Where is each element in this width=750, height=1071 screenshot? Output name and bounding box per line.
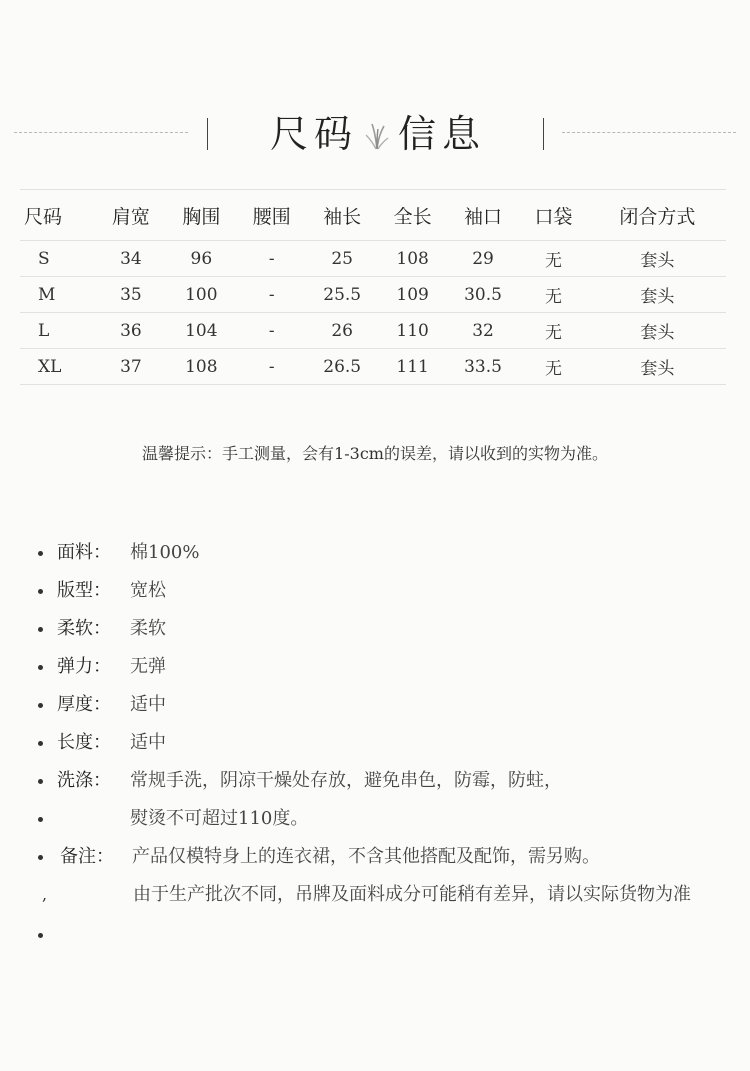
header-length: 全长 (377, 190, 447, 241)
table-row (20, 241, 726, 277)
table-cell: L (20, 313, 96, 349)
table-cell: 100 (166, 277, 236, 313)
property-label: 柔软： (57, 618, 111, 639)
table-cell: 26.5 (307, 349, 377, 385)
list-item (0, 728, 750, 758)
table-row (20, 313, 726, 349)
right-divider (543, 118, 544, 150)
table-cell: - (237, 277, 307, 313)
list-item (0, 538, 750, 568)
table-cell: 26 (307, 313, 377, 349)
table-cell: 96 (166, 241, 236, 277)
property-value: 宽松 (130, 580, 166, 601)
property-label: 洗涤： (57, 770, 111, 791)
property-value: 产品仅模特身上的连衣裙，不含其他搭配及配饰，需另购。 (132, 846, 600, 867)
list-item (0, 652, 750, 682)
measurement-tip: 温馨提示：手工测量，会有1-3cm的误差，请以收到的实物为准。 (142, 444, 608, 463)
table-cell: 套头 (589, 313, 726, 349)
table-cell: 套头 (589, 277, 726, 313)
table-cell: 30.5 (448, 277, 518, 313)
property-value: 由于生产批次不同，吊牌及面料成分可能稍有差异，请以实际货物为准 (133, 884, 691, 905)
bullet-icon (38, 589, 43, 594)
size-table-header (20, 190, 726, 241)
table-cell: 108 (377, 241, 447, 277)
table-cell: - (237, 313, 307, 349)
table-row (20, 349, 726, 385)
property-value: 常规手洗，阴凉干燥处存放，避免串色，防霉，防蛀， (130, 770, 562, 791)
list-item (0, 614, 750, 644)
table-cell: - (237, 241, 307, 277)
list-item (0, 766, 750, 796)
table-cell: 无 (518, 313, 588, 349)
property-label: 弹力： (57, 656, 111, 677)
header-cuff: 袖口 (448, 190, 518, 241)
property-value: 适中 (130, 732, 166, 753)
bullet-icon (38, 855, 43, 860)
bullet-icon (38, 665, 43, 670)
table-cell: - (237, 349, 307, 385)
right-dashed-line (562, 132, 736, 133)
property-label: 厚度： (57, 694, 111, 715)
table-cell: 110 (377, 313, 447, 349)
property-value: 无弹 (130, 656, 166, 677)
table-cell: 套头 (589, 241, 726, 277)
table-cell: 套头 (589, 349, 726, 385)
bullet-icon (38, 703, 43, 708)
property-value: 熨烫不可超过110度。 (130, 808, 309, 829)
table-cell: 104 (166, 313, 236, 349)
table-cell: 33.5 (448, 349, 518, 385)
list-item (0, 690, 750, 720)
property-label: 面料： (57, 542, 111, 563)
header-size: 尺码 (20, 190, 96, 241)
grass-icon (364, 120, 390, 150)
table-cell: 无 (518, 277, 588, 313)
bullet-icon (38, 551, 43, 556)
header-waist: 腰围 (237, 190, 307, 241)
title-row (0, 108, 750, 162)
table-cell: 32 (448, 313, 518, 349)
header-chest: 胸围 (166, 190, 236, 241)
left-divider (207, 118, 208, 150)
table-cell: XL (20, 349, 96, 385)
table-cell: 35 (96, 277, 166, 313)
table-cell: 109 (377, 277, 447, 313)
table-cell: 无 (518, 349, 588, 385)
header-pocket: 口袋 (518, 190, 588, 241)
property-label: 版型： (57, 580, 111, 601)
table-cell: 无 (518, 241, 588, 277)
title-left-text: 尺码 (270, 112, 359, 156)
property-value: 适中 (130, 694, 166, 715)
header-closure: 闭合方式 (589, 190, 726, 241)
list-item (0, 804, 750, 834)
property-value: 柔软 (130, 618, 166, 639)
table-cell: S (20, 241, 96, 277)
bullet-icon (38, 741, 43, 746)
table-cell: 36 (96, 313, 166, 349)
header-sleeve: 袖长 (307, 190, 377, 241)
header-shoulder: 肩宽 (96, 190, 166, 241)
list-item (0, 920, 750, 950)
table-cell: 111 (377, 349, 447, 385)
table-cell: 34 (96, 241, 166, 277)
comma-marker: , (42, 885, 48, 904)
property-label: 长度： (57, 732, 111, 753)
table-cell: 29 (448, 241, 518, 277)
title-right-text: 信息 (398, 112, 487, 156)
bullet-icon (38, 933, 43, 938)
table-cell: M (20, 277, 96, 313)
property-value: 棉100% (130, 542, 200, 563)
bullet-icon (38, 627, 43, 632)
left-dashed-line (14, 132, 188, 133)
table-row (20, 277, 726, 313)
bullet-icon (38, 817, 43, 822)
table-cell: 25 (307, 241, 377, 277)
table-cell: 25.5 (307, 277, 377, 313)
list-item (0, 842, 750, 872)
property-label: 备注： (60, 846, 114, 867)
bullet-icon (38, 779, 43, 784)
list-item (0, 880, 750, 910)
table-cell: 108 (166, 349, 236, 385)
table-cell: 37 (96, 349, 166, 385)
size-table (20, 189, 726, 385)
list-item (0, 576, 750, 606)
